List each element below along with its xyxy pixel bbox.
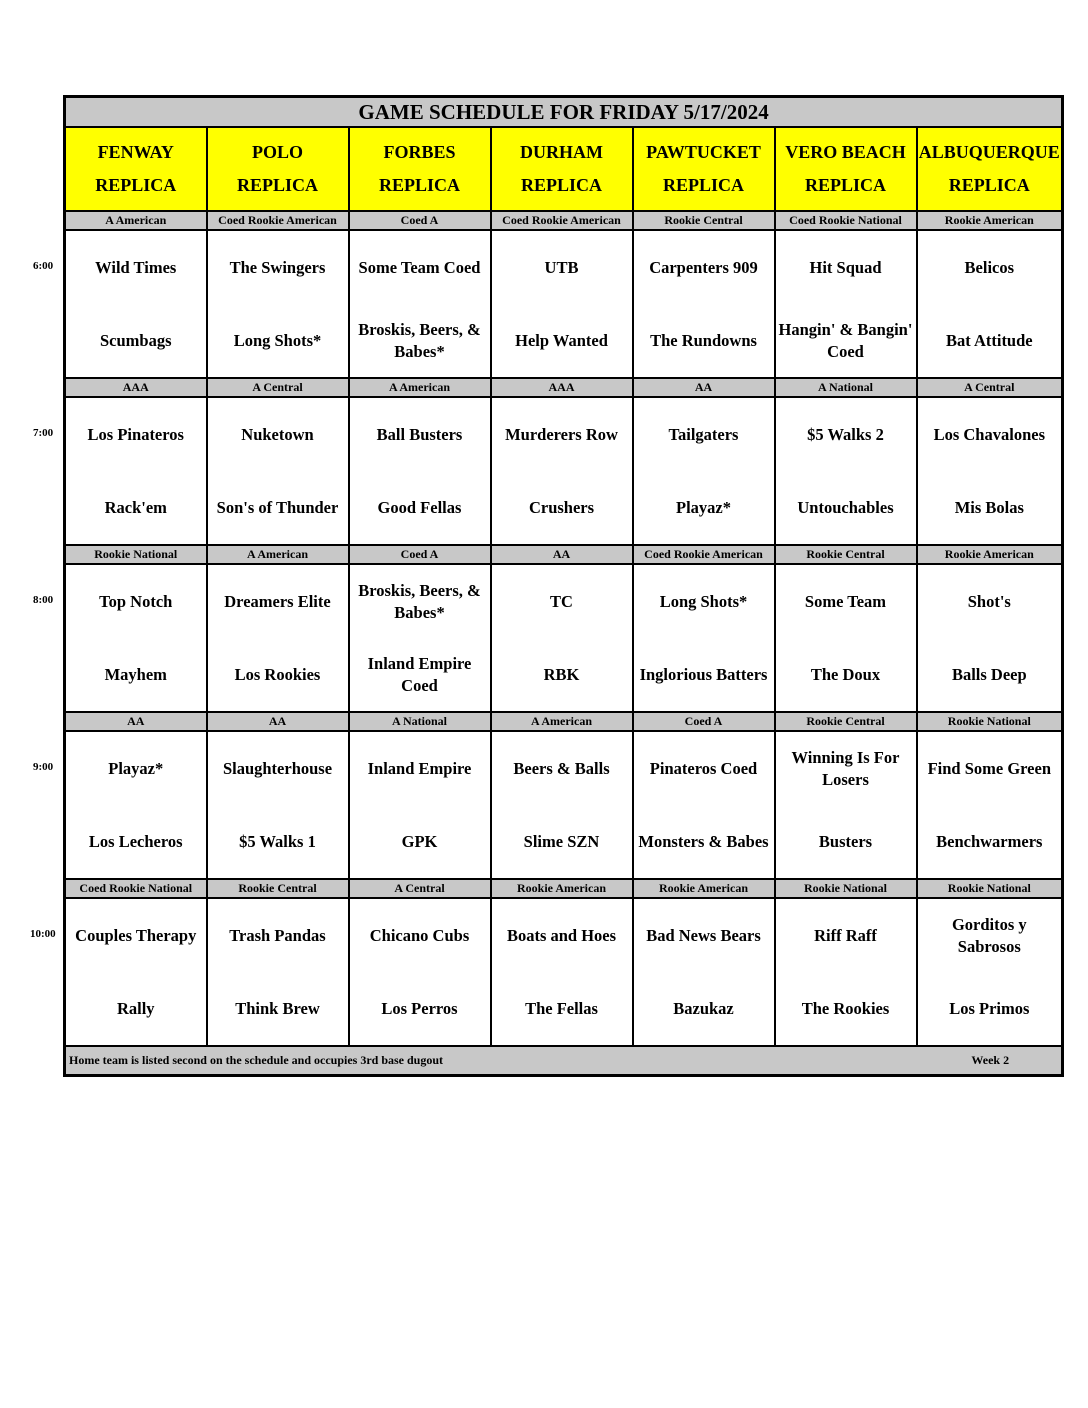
away-team: Winning Is For Losers	[775, 731, 917, 805]
away-team: Belicos	[917, 230, 1063, 304]
division-row	[65, 378, 1063, 397]
field-subtitle: REPLICA	[662, 175, 744, 195]
home-team: Help Wanted	[491, 304, 633, 378]
home-team: Monsters & Babes	[633, 805, 775, 879]
away-team: Carpenters 909	[633, 230, 775, 304]
field-name: FENWAY	[97, 142, 174, 162]
home-team: The Rookies	[775, 972, 917, 1046]
away-team-row	[65, 230, 1063, 304]
field-subtitle: REPLICA	[236, 175, 318, 195]
home-team: The Fellas	[491, 972, 633, 1046]
division-label: Rookie Central	[207, 879, 349, 898]
time-label: 9:00	[33, 761, 54, 773]
game-schedule-table	[63, 95, 1064, 1077]
time-label: 10:00	[30, 928, 56, 940]
away-team-row	[65, 397, 1063, 471]
away-team: Chicano Cubs	[349, 898, 491, 972]
away-team: Playaz*	[65, 731, 207, 805]
division-row	[65, 879, 1063, 898]
field-subtitle: REPLICA	[804, 175, 886, 195]
home-team: Long Shots*	[207, 304, 349, 378]
home-team-row	[65, 805, 1063, 879]
home-team: Inland Empire Coed	[349, 638, 491, 712]
home-team-row	[65, 972, 1063, 1046]
field-name: POLO	[251, 142, 303, 162]
division-label: AA	[65, 712, 207, 731]
time-label: 6:00	[33, 260, 54, 272]
division-label: Rookie Central	[633, 211, 775, 230]
footer-content	[66, 1053, 1061, 1068]
away-team: Ball Busters	[349, 397, 491, 471]
division-label: Rookie Central	[775, 712, 917, 731]
division-row	[65, 211, 1063, 230]
field-header-row	[65, 127, 1063, 211]
division-label: AAA	[65, 378, 207, 397]
home-team: The Rundowns	[633, 304, 775, 378]
home-team: Bat Attitude	[917, 304, 1063, 378]
time-label: 7:00	[33, 427, 54, 439]
division-label: A Central	[917, 378, 1063, 397]
home-team: Slime SZN	[491, 805, 633, 879]
home-team: Mis Bolas	[917, 471, 1063, 545]
home-team: Los Lecheros	[65, 805, 207, 879]
division-label: A Central	[207, 378, 349, 397]
division-label: Rookie National	[917, 712, 1063, 731]
division-label: Coed Rookie American	[207, 211, 349, 230]
division-label: Rookie National	[917, 879, 1063, 898]
home-team: Benchwarmers	[917, 805, 1063, 879]
away-team: Los Chavalones	[917, 397, 1063, 471]
footer	[65, 1046, 1063, 1076]
field-header	[917, 127, 1063, 211]
field-header	[633, 127, 775, 211]
away-team: Murderers Row	[491, 397, 633, 471]
home-team: Rack'em	[65, 471, 207, 545]
away-team: Couples Therapy	[65, 898, 207, 972]
away-team: $5 Walks 2	[775, 397, 917, 471]
away-team: UTB	[491, 230, 633, 304]
away-team: Trash Pandas	[207, 898, 349, 972]
home-team: Bazukaz	[633, 972, 775, 1046]
home-team: Good Fellas	[349, 471, 491, 545]
away-team: Gorditos y Sabrosos	[917, 898, 1063, 972]
home-team: GPK	[349, 805, 491, 879]
home-team: Son's of Thunder	[207, 471, 349, 545]
home-team: Los Perros	[349, 972, 491, 1046]
footer-row	[65, 1046, 1063, 1076]
home-team: Crushers	[491, 471, 633, 545]
away-team: Beers & Balls	[491, 731, 633, 805]
home-team-row	[65, 304, 1063, 378]
division-row	[65, 712, 1063, 731]
home-team: Balls Deep	[917, 638, 1063, 712]
division-label: Coed Rookie National	[65, 879, 207, 898]
home-team: Hangin' & Bangin' Coed	[775, 304, 917, 378]
away-team: Bad News Bears	[633, 898, 775, 972]
away-team: Riff Raff	[775, 898, 917, 972]
division-label: AAA	[491, 378, 633, 397]
footer-note: Home team is listed second on the schedule and occupies 3rd base dugout	[69, 1053, 444, 1067]
home-team: Busters	[775, 805, 917, 879]
away-team: Inland Empire	[349, 731, 491, 805]
division-label: Coed Rookie National	[775, 211, 917, 230]
division-label: AA	[207, 712, 349, 731]
field-name: DURHAM	[520, 142, 603, 162]
home-team-row	[65, 638, 1063, 712]
away-team-row	[65, 564, 1063, 638]
home-team: Playaz*	[633, 471, 775, 545]
away-team: Some Team Coed	[349, 230, 491, 304]
division-label: Coed Rookie American	[491, 211, 633, 230]
home-team: Think Brew	[207, 972, 349, 1046]
field-name: VERO BEACH	[785, 142, 906, 162]
division-label: Rookie Central	[775, 545, 917, 564]
field-header	[207, 127, 349, 211]
home-team: Broskis, Beers, & Babes*	[349, 304, 491, 378]
field-name: ALBUQUERQUE	[918, 142, 1060, 162]
week-label: Week 2	[971, 1053, 1010, 1067]
field-subtitle: REPLICA	[948, 175, 1030, 195]
home-team: Mayhem	[65, 638, 207, 712]
time-label: 8:00	[33, 594, 54, 606]
division-label: A National	[349, 712, 491, 731]
away-team: Boats and Hoes	[491, 898, 633, 972]
division-label: A American	[349, 378, 491, 397]
away-team: Broskis, Beers, & Babes*	[349, 564, 491, 638]
away-team: TC	[491, 564, 633, 638]
away-team: The Swingers	[207, 230, 349, 304]
division-label: AA	[491, 545, 633, 564]
division-label: Rookie American	[917, 545, 1063, 564]
away-team: Pinateros Coed	[633, 731, 775, 805]
home-team: Inglorious Batters	[633, 638, 775, 712]
division-row	[65, 545, 1063, 564]
field-subtitle: REPLICA	[520, 175, 602, 195]
away-team-row	[65, 898, 1063, 972]
division-label: Coed A	[349, 211, 491, 230]
field-header	[349, 127, 491, 211]
away-team: Slaughterhouse	[207, 731, 349, 805]
division-label: A American	[491, 712, 633, 731]
home-team: Untouchables	[775, 471, 917, 545]
division-label: AA	[633, 378, 775, 397]
home-team: RBK	[491, 638, 633, 712]
division-label: Rookie American	[491, 879, 633, 898]
home-team: $5 Walks 1	[207, 805, 349, 879]
division-label: Rookie National	[775, 879, 917, 898]
home-team-row	[65, 471, 1063, 545]
home-team: Los Rookies	[207, 638, 349, 712]
away-team: Shot's	[917, 564, 1063, 638]
away-team: Nuketown	[207, 397, 349, 471]
field-subtitle: REPLICA	[378, 175, 460, 195]
field-subtitle: REPLICA	[95, 175, 177, 195]
field-header	[775, 127, 917, 211]
away-team: Dreamers Elite	[207, 564, 349, 638]
field-name: FORBES	[383, 142, 456, 162]
field-header	[491, 127, 633, 211]
division-label: A Central	[349, 879, 491, 898]
home-team: Rally	[65, 972, 207, 1046]
away-team: Wild Times	[65, 230, 207, 304]
field-header	[65, 127, 207, 211]
away-team: Hit Squad	[775, 230, 917, 304]
division-label: Rookie American	[633, 879, 775, 898]
division-label: Coed A	[349, 545, 491, 564]
away-team-row	[65, 731, 1063, 805]
schedule-title: GAME SCHEDULE FOR FRIDAY 5/17/2024	[65, 97, 1063, 128]
away-team: Top Notch	[65, 564, 207, 638]
away-team: Tailgaters	[633, 397, 775, 471]
division-label: Rookie National	[65, 545, 207, 564]
division-label: A American	[65, 211, 207, 230]
home-team: The Doux	[775, 638, 917, 712]
division-label: A National	[775, 378, 917, 397]
field-name: PAWTUCKET	[646, 142, 761, 162]
division-label: Coed Rookie American	[633, 545, 775, 564]
division-label: A American	[207, 545, 349, 564]
away-team: Some Team	[775, 564, 917, 638]
division-label: Rookie American	[917, 211, 1063, 230]
away-team: Long Shots*	[633, 564, 775, 638]
away-team: Los Pinateros	[65, 397, 207, 471]
away-team: Find Some Green	[917, 731, 1063, 805]
division-label: Coed A	[633, 712, 775, 731]
home-team: Los Primos	[917, 972, 1063, 1046]
home-team: Scumbags	[65, 304, 207, 378]
